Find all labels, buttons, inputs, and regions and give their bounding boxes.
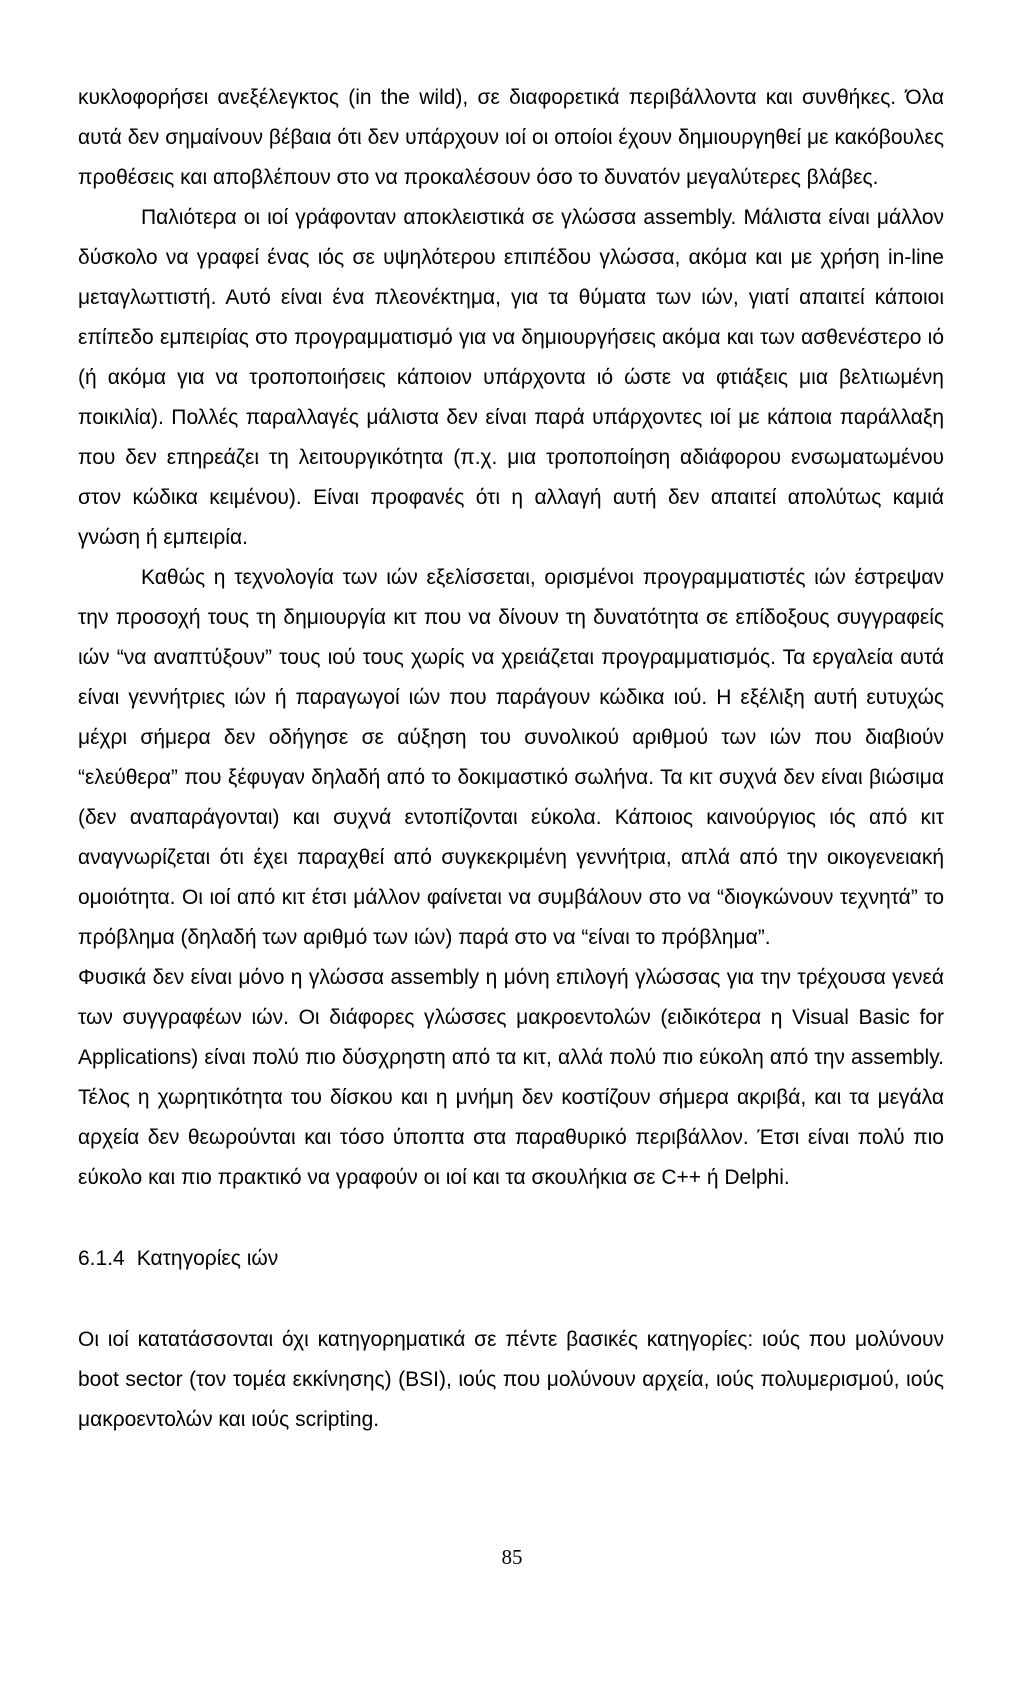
section-number: 6.1.4 xyxy=(78,1247,125,1270)
paragraph-4: Φυσικά δεν είναι μόνο η γλώσσα assembly η μόνη επιλογή γλώσσας για την τρέχουσα γενεά των συγγραφέων ιών. Οι διάφορες γλώσσες μακροεντολών (ειδικότερα η Visual Basic for Applications) είναι πολύ πιο δύσχρηστη από τα κιτ, αλλά πολύ πιο εύκολη από την assembly. Τέλος η χωρητικότητα του δίσκου και η μνήμη δεν κοστίζουν σήμερα ακριβά, και τα μεγάλα αρχεία δεν θεωρούνται και τόσο ύποπτα στα παραθυρικό περιβάλλον. Έτσι είναι πολύ πιο εύκολο και πιο πρακτικό να γραφούν οι ιοί και τα σκουλήκια σε C++ ή Delphi. xyxy=(78,966,944,1189)
paragraph-2: Παλιότερα οι ιοί γράφονταν αποκλειστικά σε γλώσσα assembly. Μάλιστα είναι μάλλον δύσκολο να γραφεί ένας ιός σε υψηλότερου επιπέδου γλώσσα, ακόμα και με χρήση in-line μεταγλωττιστή. Αυτό είναι ένα πλεονέκτημα, για τα θύματα των ιών, γιατί απαιτεί κάποιοι επίπεδο εμπειρίας στο προγραμματισμό για να δημιουργήσεις ακόμα και των ασθενέστερο ιό (ή ακόμα για να τροποποιήσεις κάποιον υπάρχοντα ιό ώστε να φτιάξεις μια βελτιωμένη ποικιλία). Πολλές παραλλαγές μάλιστα δεν είναι παρά υπάρχοντες ιοί με κάποια παράλλαξη που δεν επηρεάζει τη λειτουργικότητα (π.χ. μια τροποποίηση αδιάφορου ενσωματωμένου στον κώδικα κειμένου). Είναι προφανές ότι η αλλαγή αυτή δεν απαιτεί απολύτως καμιά γνώση ή εμπειρία. xyxy=(78,206,944,549)
section-title: Κατηγορίες ιών xyxy=(136,1247,279,1270)
paragraph-1: κυκλοφορήσει ανεξέλεγκτος (in the wild), σε διαφορετικά περιβάλλοντα και συνθήκες. Όλα αυτά δεν σημαίνουν βέβαια ότι δεν υπάρχουν ιοί οι οποίοι έχουν δημιουργηθεί με κακόβουλες προθέσεις και αποβλέπουν στο να προκαλέσουν όσο το δυνατόν μεγαλύτερες βλάβες. xyxy=(78,86,944,189)
paragraph-3: Καθώς η τεχνολογία των ιών εξελίσσεται, ορισμένοι προγραμματιστές ιών έστρεψαν την προσοχή τους τη δημιουργία κιτ που να δίνουν τη δυνατότητα σε επίδοξους συγγραφείς ιών “να αναπτύξουν” τους ιού τους χωρίς να χρειάζεται προγραμματισμός. Τα εργαλεία αυτά είναι γεννήτριες ιών ή παραγωγοί ιών που παράγουν κώδικα ιού. Η εξέλιξη αυτή ευτυχώς μέχρι σήμερα δεν οδήγησε σε αύξηση του συνολικού αριθμού των ιών που διαβιούν “ελεύθερα” που ξέφυγαν δηλαδή από το δοκιμαστικό σωλήνα. Τα κιτ συχνά δεν είναι βιώσιμα (δεν αναπαράγονται) και συχνά εντοπίζονται εύκολα. Κάποιος καινούργιος ιός από κιτ αναγνωρίζεται ότι έχει παραχθεί από συγκεκριμένη γεννήτρια, απλά από την οικογενειακή ομοιότητα. Οι ιοί από κιτ έτσι μάλλον φαίνεται να συμβάλουν στο να “διογκώνουν τεχνητά” το πρόβλημα (δηλαδή των αριθμό των ιών) παρά στο να “είναι το πρόβλημα”. xyxy=(78,566,944,949)
paragraph-5: Οι ιοί κατατάσσονται όχι κατηγορηματικά σε πέντε βασικές κατηγορίες: ιούς που μολύνουν boot sector (τον τομέα εκκίνησης) (BSI), ιούς που μολύνουν αρχεία, ιούς πολυμερισμού, ιούς μακροεντολών και ιούς scripting. xyxy=(78,1328,944,1431)
document-page xyxy=(78,78,944,1440)
page-number: 85 xyxy=(501,1545,523,1569)
section-heading xyxy=(78,1239,944,1279)
